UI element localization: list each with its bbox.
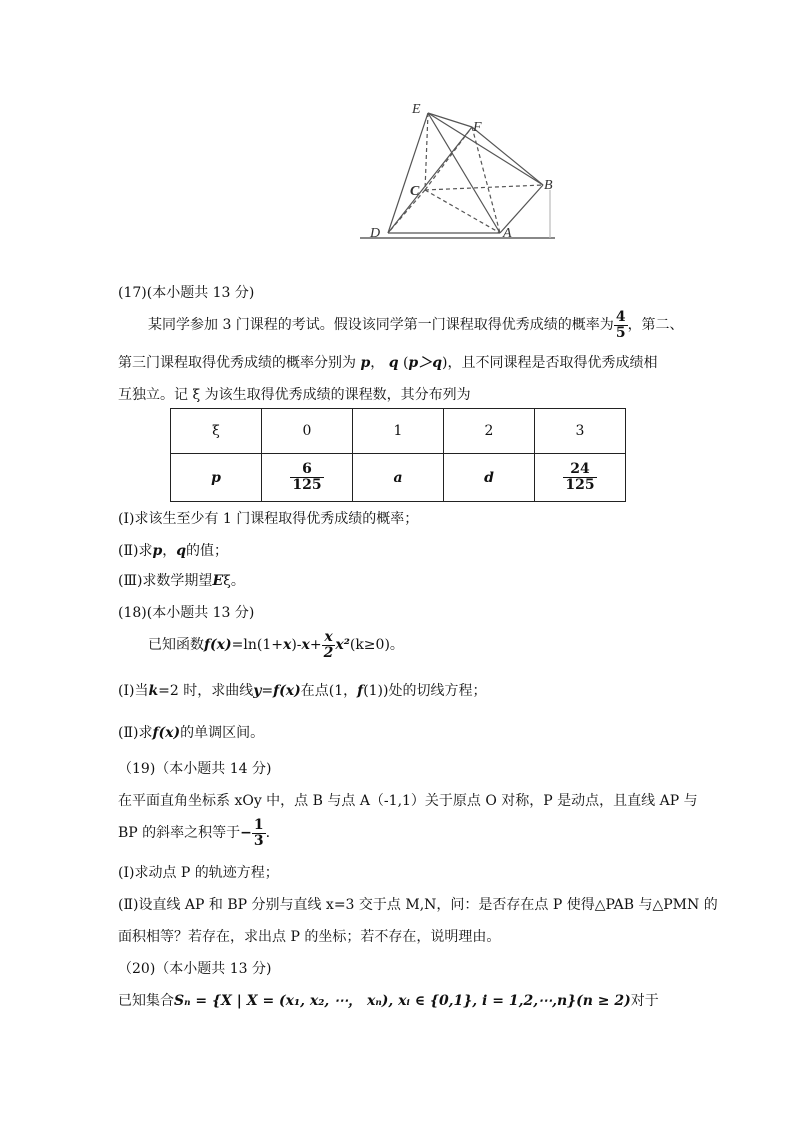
table-cell: ξ — [171, 409, 262, 454]
table-cell: $\frac{24}{125}$ — [535, 454, 626, 502]
distribution-table — [170, 408, 626, 502]
label-B: B — [544, 178, 553, 193]
geometry-figure — [360, 95, 553, 245]
table-cell: 2 — [444, 409, 535, 454]
q20-header: （20)（本小题共 13 分) — [118, 961, 272, 977]
var-p: p — [360, 355, 371, 371]
q20-para1: 已知集合Sₙ = {X | X = (x₁, x₂, ⋯， xₙ), xᵢ ∈ {0,1}, i = 1,2,⋯,n}(n ≥ 2)对于 — [118, 993, 659, 1009]
table-cell: 1 — [353, 409, 444, 454]
fraction: $\frac{4}{5}$ — [615, 309, 626, 341]
q19-para1: 在平面直角坐标系 xOy 中，点 B 与点 A（-1,1）关于原点 O 对称，P 是动点，且直线 AP 与 — [118, 793, 698, 809]
q18-header: (18)(本小题共 13 分) — [118, 605, 255, 621]
q17-para3: 互独立。记 ξ 为该生取得优秀成绩的课程数，其分布列为 — [118, 387, 471, 403]
table-cell: p — [171, 454, 262, 502]
text: 某同学参加 3 门课程的考试。假设该同学第一门课程取得优秀成绩的概率为 — [148, 317, 614, 334]
q18-part1: (Ⅰ)当k=2 时，求曲线y=f(x)在点(1，f(1))处的切线方程； — [118, 683, 487, 699]
table-cell: 3 — [535, 409, 626, 454]
table-row — [171, 409, 626, 454]
table-row — [171, 454, 626, 502]
table-cell: a — [353, 454, 444, 502]
q17-para2: 第三门课程取得优秀成绩的概率分别为 p， q (p＞q)，且不同课程是否取得优秀成绩相 — [118, 355, 658, 371]
q19-para2: BP 的斜率之积等于− $\frac{1}{3}$ . — [118, 817, 271, 849]
q18-part2: (Ⅱ)求f(x)的单调区间。 — [118, 725, 265, 741]
text: ，且不同课程是否取得优秀成绩相 — [447, 355, 658, 371]
label-F: F — [473, 120, 482, 135]
label-C: C — [410, 184, 420, 199]
condition: p＞q — [408, 355, 442, 371]
label-D: D — [370, 226, 381, 241]
q19-part2-line1: (Ⅱ)设直线 AP 和 BP 分别与直线 x=3 交于点 M,N，问：是否存在点 P 使得△PAB 与△PMN 的 — [118, 897, 718, 913]
table-cell: 0 — [262, 409, 353, 454]
label-A: A — [503, 226, 512, 241]
q17-part3: (Ⅲ)求数学期望Eξ。 — [118, 573, 245, 589]
q17-part1: (Ⅰ)求该生至少有 1 门课程取得优秀成绩的概率； — [118, 511, 419, 527]
var-q: q — [388, 355, 399, 371]
label-E: E — [412, 102, 421, 117]
text: ，第二、 — [627, 317, 684, 334]
text: 第三门课程取得优秀成绩的概率分别为 — [118, 355, 356, 371]
q17-part2: (Ⅱ)求p，q的值； — [118, 543, 229, 559]
q18-function: 已知函数f(x)=ln(1+x)-x+ $\frac{x}{2}$ x²(k≥0)。 — [148, 629, 404, 661]
q19-header: （19)（本小题共 14 分) — [118, 761, 272, 777]
table-cell: $\frac{6}{125}$ — [262, 454, 353, 502]
q17-header: (17)(本小题共 13 分) — [118, 285, 255, 301]
q17-para1 — [148, 310, 684, 340]
table-cell: d — [444, 454, 535, 502]
q19-part2-line2: 面积相等？若存在，求出点 P 的坐标；若不存在，说明理由。 — [118, 929, 501, 945]
q19-part1: (Ⅰ)求动点 P 的轨迹方程； — [118, 865, 279, 881]
